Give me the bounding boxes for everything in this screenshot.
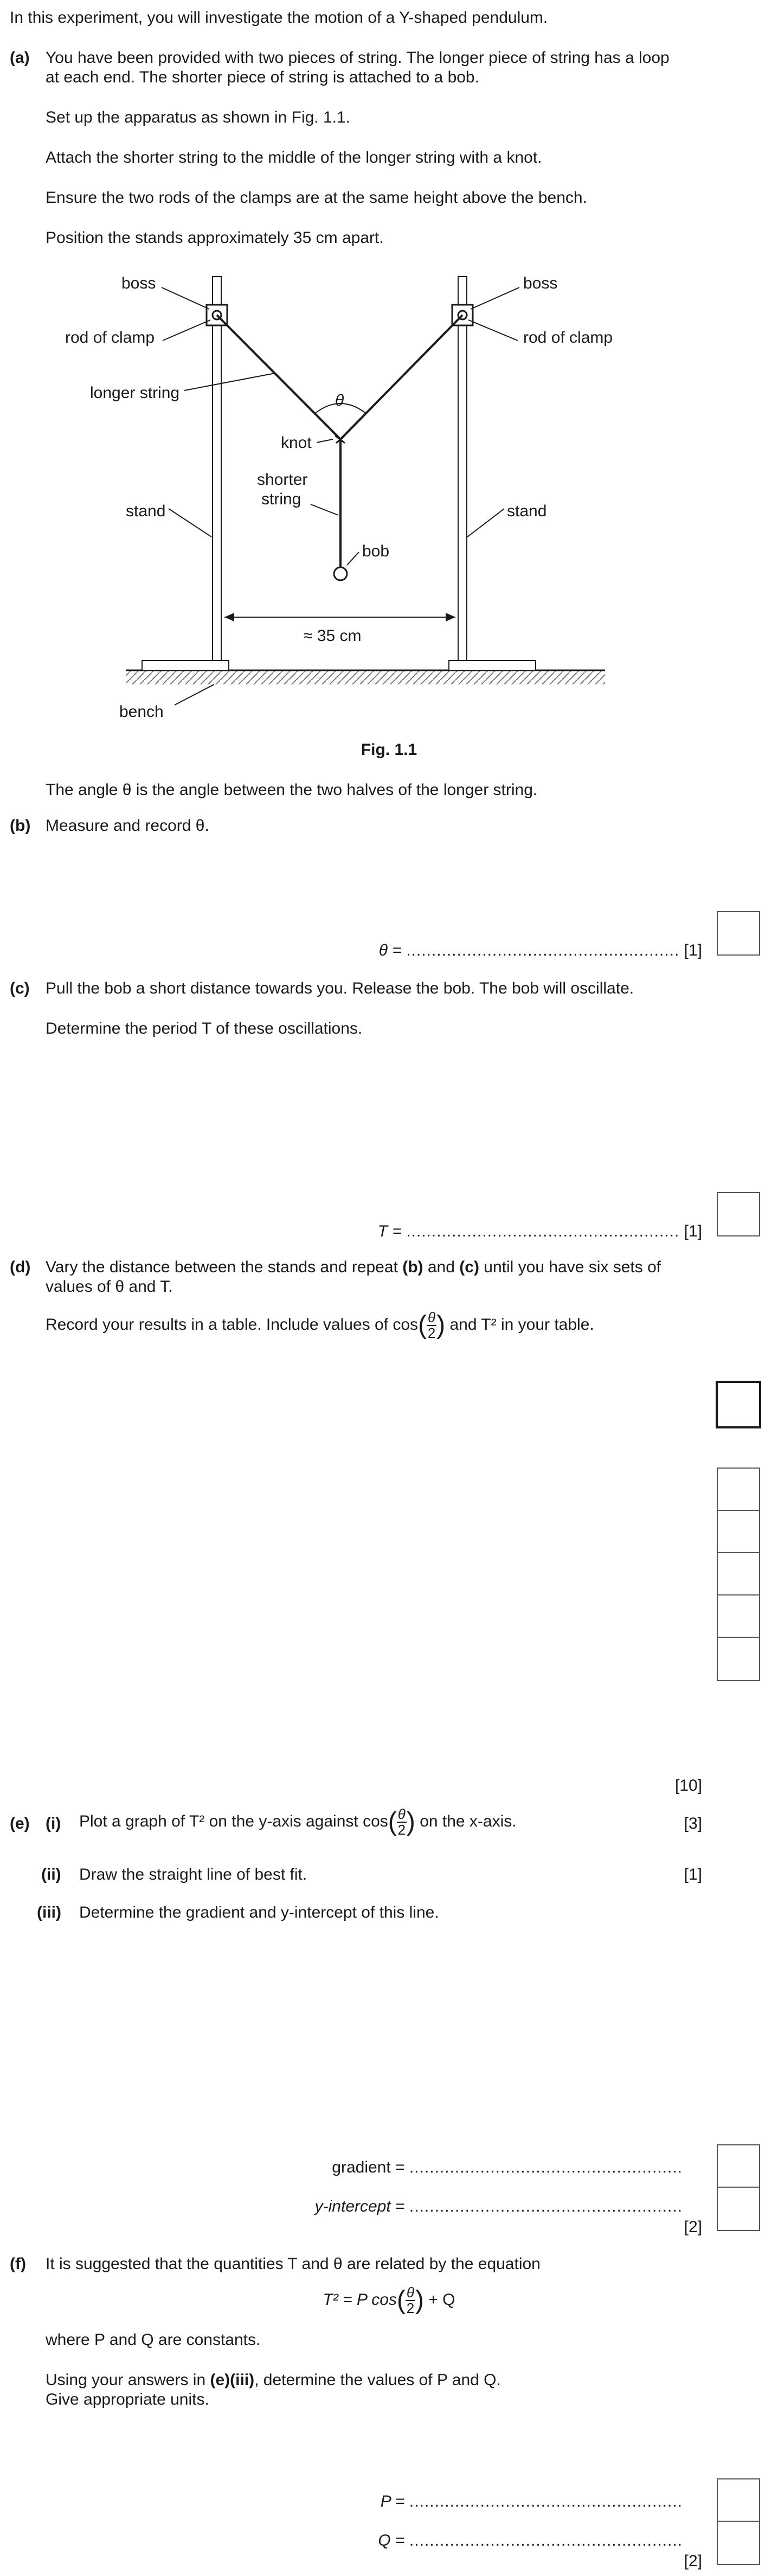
- distance-arrow-left: [224, 613, 234, 621]
- bob: [334, 567, 347, 580]
- gradient-answer-line: gradient = ......................................................: [332, 2158, 683, 2176]
- part-b-mark-box: [717, 911, 760, 956]
- part-e-iii-marks: [2]: [684, 2218, 702, 2236]
- part-a-label: (a): [10, 49, 30, 67]
- part-c-marks: [1]: [684, 1222, 702, 1240]
- part-c-determine: Determine the period T of these oscillations.: [46, 1020, 363, 1037]
- label-rod-left: rod of clamp: [65, 329, 155, 347]
- part-e-label: (e): [10, 1815, 30, 1832]
- q-answer-field[interactable]: ......................................................: [409, 2532, 683, 2549]
- right-stand-rod: [458, 277, 467, 661]
- period-answer-line: [378, 1221, 702, 1242]
- period-answer-field[interactable]: ......................................................: [406, 1222, 680, 1240]
- part-b-label: (b): [10, 817, 31, 835]
- part-c-mark-box: [717, 1192, 760, 1236]
- period-answer-label: T =: [377, 1222, 402, 1240]
- part-d-mark-box-2: [717, 1510, 760, 1554]
- gradient-answer-field[interactable]: ......................................................: [409, 2158, 683, 2176]
- part-f-text: It is suggested that the quantities T and θ are related by the equation: [46, 2255, 541, 2273]
- part-f-mark-box-2: [717, 2521, 760, 2565]
- label-shorter: shorter: [257, 471, 308, 489]
- part-e-mark-box-2: [717, 2187, 760, 2231]
- part-e-i-text: Plot a graph of T² on the y-axis against cos( $\frac{\theta}{2}$ ) on the x-axis.: [79, 1805, 517, 1838]
- part-b-marks: [1]: [684, 941, 702, 959]
- ensure-text: Ensure the two rods of the clamps are at the same height above the bench.: [46, 189, 587, 207]
- part-f-marks: [2]: [684, 2552, 702, 2570]
- label-theta: θ: [335, 392, 344, 409]
- part-d-text-2: values of θ and T.: [46, 1278, 173, 1296]
- label-boss-right: boss: [523, 274, 558, 292]
- part-c-label: (c): [10, 979, 30, 997]
- left-stand-rod: [213, 277, 221, 661]
- label-distance: ≈ 35 cm: [304, 627, 362, 645]
- part-e-mark-box-1: [717, 2144, 760, 2189]
- part-d-marks: [10]: [674, 1777, 702, 1795]
- part-d-mark-box-5: [717, 1637, 760, 1681]
- part-d-mark-box-1: [717, 1468, 760, 1512]
- intercept-answer-field[interactable]: ......................................................: [409, 2197, 683, 2215]
- distance-arrow-right: [446, 613, 455, 621]
- intro-text: In this experiment, you will investigate the motion of a Y-shaped pendulum.: [10, 9, 548, 27]
- part-e-iii-label: (iii): [37, 1904, 61, 1921]
- theta-answer-line: [379, 940, 702, 961]
- pendulum-figure: [0, 255, 778, 732]
- q-answer-line: Q = ......................................................: [378, 2532, 683, 2549]
- part-e-ii-marks: [1]: [684, 1866, 702, 1883]
- part-d-total-box: [716, 1381, 761, 1428]
- label-rod-right: rod of clamp: [523, 329, 613, 347]
- label-stand-right: stand: [507, 502, 547, 520]
- part-d-text-1: Vary the distance between the stands and repeat (b) and (c) until you have six sets of: [46, 1258, 661, 1276]
- part-d-record: Record your results in a table. Include values of cos( $\frac{\theta}{2}$ ) and T² in your table.: [46, 1309, 594, 1341]
- part-c-text: Pull the bob a short distance towards you. Release the bob. The bob will oscillate.: [46, 979, 634, 997]
- part-e-iii-text: Determine the gradient and y-intercept of this line.: [79, 1904, 439, 1921]
- where-text: where P and Q are constants.: [46, 2331, 261, 2349]
- relation-equation: T² = P cos( $\frac{\theta}{2}$ ) + Q: [323, 2284, 455, 2316]
- label-boss-left: boss: [121, 274, 156, 292]
- label-bob: bob: [362, 542, 390, 560]
- units-text: Give appropriate units.: [46, 2391, 209, 2408]
- theta-answer-field[interactable]: ......................................................: [406, 941, 680, 959]
- label-bench: bench: [119, 703, 164, 721]
- part-a-text-2: at each end. The shorter piece of string is attached to a bob.: [46, 68, 479, 86]
- angle-description: The angle θ is the angle between the two halves of the longer string.: [46, 781, 538, 799]
- part-f-label: (f): [10, 2255, 26, 2273]
- intercept-answer-line: y-intercept = ......................................................: [314, 2197, 683, 2215]
- p-answer-line: P = ......................................................: [380, 2492, 683, 2510]
- right-stand-base: [449, 661, 536, 670]
- label-stand-left: stand: [126, 502, 166, 520]
- attach-text: Attach the shorter string to the middle of the longer string with a knot.: [46, 149, 542, 166]
- part-f-mark-box-1: [717, 2478, 760, 2523]
- part-e-ii-label: (ii): [41, 1866, 61, 1883]
- part-e-ii-text: Draw the straight line of best fit.: [79, 1866, 307, 1883]
- using-text: Using your answers in (e)(iii), determine the values of P and Q.: [46, 2371, 501, 2389]
- part-e-i-label: (i): [46, 1815, 61, 1832]
- part-e-i-marks: [3]: [684, 1815, 702, 1832]
- setup-text: Set up the apparatus as shown in Fig. 1.1.: [46, 108, 351, 126]
- part-b-text: Measure and record θ.: [46, 817, 209, 835]
- left-stand-base: [142, 661, 229, 670]
- longer-string-left: [217, 315, 340, 439]
- cos-fraction: $\frac{\theta}{2}$: [427, 1309, 436, 1341]
- part-a-text-1: You have been provided with two pieces of string. The longer piece of string has a loop: [46, 49, 670, 67]
- part-d-mark-box-4: [717, 1594, 760, 1639]
- longer-string-right: [340, 315, 462, 439]
- theta-answer-label: θ =: [378, 941, 402, 959]
- p-answer-field[interactable]: ......................................................: [409, 2492, 683, 2510]
- part-d-mark-box-3: [717, 1552, 760, 1597]
- label-knot: knot: [281, 434, 312, 452]
- label-longer-string: longer string: [90, 384, 180, 402]
- label-string: string: [261, 490, 301, 508]
- position-text: Position the stands approximately 35 cm apart.: [46, 229, 384, 247]
- bench-hatching: [126, 670, 605, 684]
- part-d-label: (d): [10, 1258, 31, 1276]
- figure-caption: Fig. 1.1: [361, 741, 417, 759]
